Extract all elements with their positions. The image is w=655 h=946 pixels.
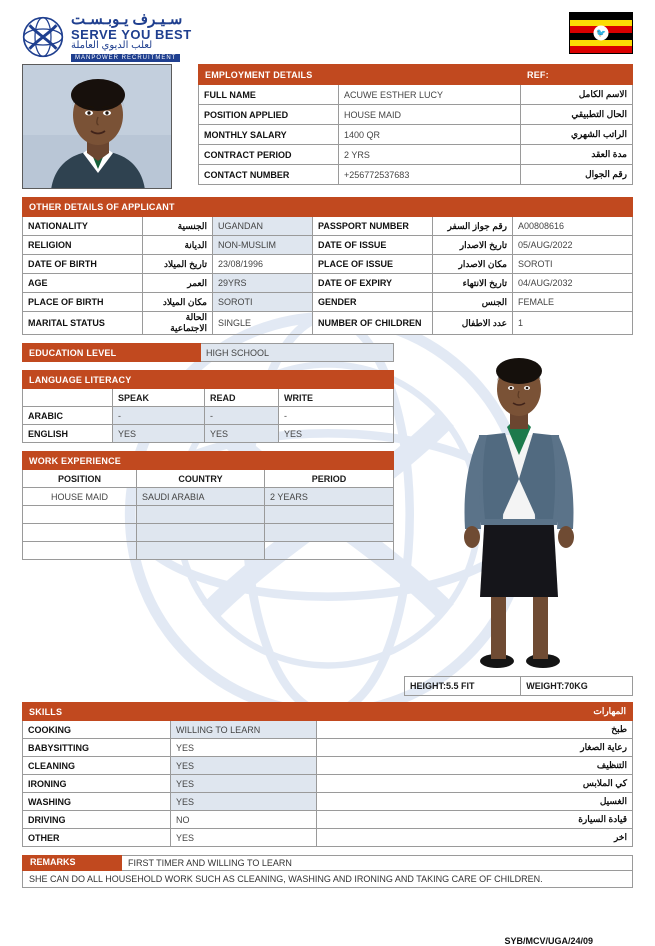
contract-period-value: 2 YRS (339, 145, 521, 165)
table-row (23, 217, 633, 236)
education-level-title: EDUCATION LEVEL (23, 344, 201, 362)
date-of-expiry-value: 04/AUG/2032 (513, 274, 633, 293)
number-of-children-label: NUMBER OF CHILDREN (313, 312, 433, 335)
gender-label-ar: الجنس (433, 293, 513, 312)
place-of-issue-value: SOROTI (513, 255, 633, 274)
table-row (23, 739, 633, 757)
date-of-expiry-label: DATE OF EXPIRY (313, 274, 433, 293)
table-row (23, 312, 633, 335)
other-details-title: OTHER DETAILS OF APPLICANT (23, 198, 633, 217)
table-row (199, 125, 633, 145)
brand-english-title: SERVE YOU BEST (71, 26, 192, 42)
number-of-children-value: 1 (513, 312, 633, 335)
applicant-passport-photo (22, 64, 172, 189)
marital-status-label-ar: الحالة الاجتماعية (143, 312, 213, 335)
work-row-1-country (137, 506, 265, 524)
employment-details-title: EMPLOYMENT DETAILS (199, 65, 521, 85)
skill-washing-value: YES (171, 793, 317, 811)
contact-number-label-ar: رقم الجوال (521, 165, 633, 185)
skill-driving-label-ar: قيادة السيارة (317, 811, 633, 829)
age-label: AGE (23, 274, 143, 293)
language-english-write: YES (279, 425, 394, 443)
religion-label: RELIGION (23, 236, 143, 255)
language-english-speak: YES (113, 425, 205, 443)
work-row-0-position: HOUSE MAID (23, 488, 137, 506)
passport-number-value: A00808616 (513, 217, 633, 236)
place-of-birth-value: SOROTI (213, 293, 313, 312)
table-header-row (23, 470, 394, 488)
table-row (199, 165, 633, 185)
table-row (23, 425, 394, 443)
remarks-body: SHE CAN DO ALL HOUSEHOLD WORK SUCH AS CLEANING, WASHING AND IRONING AND TAKING CARE OF CHILDREN. (22, 871, 633, 888)
work-row-2-country (137, 524, 265, 542)
language-arabic-read: - (205, 407, 279, 425)
place-of-birth-label: PLACE OF BIRTH (23, 293, 143, 312)
brand-arabic-title: سـيـرف يـوبـسـت (71, 11, 183, 28)
nationality-label: NATIONALITY (23, 217, 143, 236)
brand-tagline: MANPOWER RECRUITMENT (71, 54, 180, 62)
work-row-1-period (265, 506, 394, 524)
monthly-salary-value: 1400 QR (339, 125, 521, 145)
table-row (23, 757, 633, 775)
date-of-birth-label: DATE OF BIRTH (23, 255, 143, 274)
nationality-label-ar: الجنسية (143, 217, 213, 236)
work-row-0-period: 2 YEARS (265, 488, 394, 506)
work-experience-table (22, 451, 394, 560)
skill-cooking-value: WILLING TO LEARN (171, 721, 317, 739)
uganda-flag-icon: 🐦 (569, 12, 633, 54)
skill-babysitting-label: BABYSITTING (23, 739, 171, 757)
language-arabic-label: ARABIC (23, 407, 113, 425)
religion-label-ar: الديانة (143, 236, 213, 255)
table-row (23, 829, 633, 847)
gender-label: GENDER (313, 293, 433, 312)
language-col-write: WRITE (279, 389, 394, 407)
table-row (405, 677, 633, 696)
skills-title-ar: المهارات (317, 703, 633, 721)
date-of-issue-label-ar: تاريخ الاصدار (433, 236, 513, 255)
language-english-read: YES (205, 425, 279, 443)
position-applied-label-ar: الحال التطبيقي (521, 105, 633, 125)
skill-cleaning-label-ar: التنظيف (317, 757, 633, 775)
work-row-3-country (137, 542, 265, 560)
place-of-birth-label-ar: مكان الميلاد (143, 293, 213, 312)
date-of-issue-value: 05/AUG/2022 (513, 236, 633, 255)
table-header-row (23, 389, 394, 407)
marital-status-label: MARITAL STATUS (23, 312, 143, 335)
skill-washing-label-ar: الغسيل (317, 793, 633, 811)
remarks-section (22, 855, 633, 888)
skill-ironing-label: IRONING (23, 775, 171, 793)
work-col-position: POSITION (23, 470, 137, 488)
language-literacy-table (22, 370, 394, 443)
position-applied-label: POSITION APPLIED (199, 105, 339, 125)
contact-number-label: CONTACT NUMBER (199, 165, 339, 185)
language-arabic-speak: - (113, 407, 205, 425)
skill-other-label: OTHER (23, 829, 171, 847)
skill-cooking-label-ar: طبخ (317, 721, 633, 739)
monthly-salary-label-ar: الراتب الشهري (521, 125, 633, 145)
work-experience-title: WORK EXPERIENCE (23, 452, 394, 470)
passport-number-label-ar: رقم جواز السفر (433, 217, 513, 236)
language-col-speak: SPEAK (113, 389, 205, 407)
age-label-ar: العمر (143, 274, 213, 293)
table-row (23, 274, 633, 293)
brand-logo (22, 12, 192, 62)
skill-driving-label: DRIVING (23, 811, 171, 829)
skill-washing-label: WASHING (23, 793, 171, 811)
table-row (23, 255, 633, 274)
table-row (23, 542, 394, 560)
contract-period-label: CONTRACT PERIOD (199, 145, 339, 165)
employment-details-table (198, 64, 633, 185)
gender-value: FEMALE (513, 293, 633, 312)
date-of-birth-value: 23/08/1996 (213, 255, 313, 274)
table-row (199, 85, 633, 105)
skill-ironing-value: YES (171, 775, 317, 793)
education-level-table (22, 343, 394, 362)
work-row-1-position (23, 506, 137, 524)
skill-driving-value: NO (171, 811, 317, 829)
marital-status-value: SINGLE (213, 312, 313, 335)
table-row (23, 488, 394, 506)
place-of-issue-label: PLACE OF ISSUE (313, 255, 433, 274)
language-literacy-title: LANGUAGE LITERACY (23, 371, 394, 389)
document-header (22, 10, 633, 62)
full-name-value: ACUWE ESTHER LUCY (339, 85, 521, 105)
language-arabic-write: - (279, 407, 394, 425)
work-col-period: PERIOD (265, 470, 394, 488)
table-row (23, 811, 633, 829)
skill-babysitting-label-ar: رعاية الصغار (317, 739, 633, 757)
table-row (23, 506, 394, 524)
document-reference-code: SYB/MCV/UGA/24/09 (504, 936, 593, 946)
monthly-salary-label: MONTHLY SALARY (199, 125, 339, 145)
remarks-headline: FIRST TIMER AND WILLING TO LEARN (122, 855, 633, 871)
table-row (23, 407, 394, 425)
contact-number-value: +256772537683 (339, 165, 521, 185)
skills-section (22, 702, 633, 847)
table-row (23, 293, 633, 312)
ref-label: REF: (521, 65, 633, 85)
measurements-table (404, 676, 633, 696)
skill-ironing-label-ar: كي الملابس (317, 775, 633, 793)
work-col-country: COUNTRY (137, 470, 265, 488)
full-name-label-ar: الاسم الكامل (521, 85, 633, 105)
number-of-children-label-ar: عدد الاطفال (433, 312, 513, 335)
other-details-section (22, 197, 633, 335)
language-english-label: ENGLISH (23, 425, 113, 443)
table-row (199, 105, 633, 125)
brand-arabic-subtitle: لعلب الديوي العاملة (71, 40, 153, 52)
language-col-blank (23, 389, 113, 407)
table-row (23, 524, 394, 542)
skill-cleaning-label: CLEANING (23, 757, 171, 775)
full-name-label: FULL NAME (199, 85, 339, 105)
skill-other-label-ar: اخر (317, 829, 633, 847)
date-of-issue-label: DATE OF ISSUE (313, 236, 433, 255)
place-of-issue-label-ar: مكان الاصدار (433, 255, 513, 274)
work-row-3-position (23, 542, 137, 560)
education-level-value: HIGH SCHOOL (201, 344, 394, 362)
applicant-full-body-photo (404, 343, 633, 673)
globe-icon (22, 16, 64, 58)
table-row (23, 721, 633, 739)
date-of-birth-label-ar: تاريخ الميلاد (143, 255, 213, 274)
skill-other-value: YES (171, 829, 317, 847)
work-row-2-position (23, 524, 137, 542)
age-value: 29YRS (213, 274, 313, 293)
table-row (23, 775, 633, 793)
table-row (23, 793, 633, 811)
work-row-2-period (265, 524, 394, 542)
remarks-title: REMARKS (22, 855, 122, 871)
height-value: HEIGHT:5.5 FIT (405, 677, 521, 696)
table-row (23, 236, 633, 255)
nationality-value: UGANDAN (213, 217, 313, 236)
language-col-read: READ (205, 389, 279, 407)
work-row-3-period (265, 542, 394, 560)
contract-period-label-ar: مدة العقد (521, 145, 633, 165)
skills-title: SKILLS (23, 703, 171, 721)
work-row-0-country: SAUDI ARABIA (137, 488, 265, 506)
position-applied-value: HOUSE MAID (339, 105, 521, 125)
date-of-expiry-label-ar: تاريخ الانتهاء (433, 274, 513, 293)
religion-value: NON-MUSLIM (213, 236, 313, 255)
weight-value: WEIGHT:70KG (521, 677, 633, 696)
passport-number-label: PASSPORT NUMBER (313, 217, 433, 236)
skill-babysitting-value: YES (171, 739, 317, 757)
table-row (199, 145, 633, 165)
skill-cleaning-value: YES (171, 757, 317, 775)
skill-cooking-label: COOKING (23, 721, 171, 739)
